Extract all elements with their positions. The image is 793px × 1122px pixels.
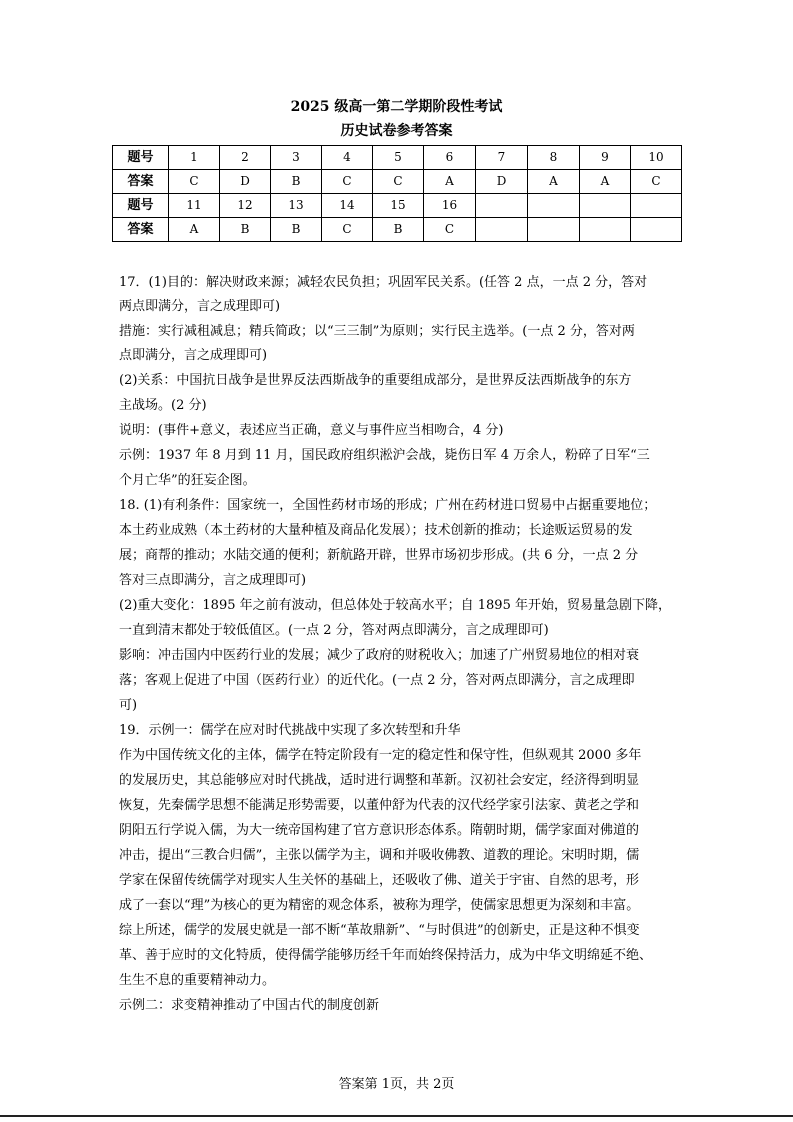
text-line: 17．(1)目的：解决财政来源；减轻农民负担；巩固军民关系。(任答 2 点，一点 2 分，答对: [119, 275, 648, 290]
table-cell: 6: [424, 146, 476, 170]
table-row: [113, 194, 682, 218]
table-cell: 4: [322, 146, 373, 170]
text-line: 综上所述，儒学的发展史就是一部不断“革故鼎新”、“与时俱进”的创新史，正是这种不惧变: [119, 923, 640, 938]
table-row: [113, 218, 682, 242]
text-line: 可): [119, 698, 138, 713]
table-row: [113, 146, 682, 170]
table-cell: 14: [322, 194, 373, 218]
table-cell: B: [271, 170, 322, 194]
table-cell: [476, 218, 528, 242]
table-cell: 2: [220, 146, 271, 170]
text-line: 成了一套以“理”为核心的更为精密的观念体系，被称为理学，使儒家思想更为深刻和丰富。: [119, 898, 640, 913]
table-cell: [580, 218, 631, 242]
text-line: 主战场。(2 分): [119, 398, 207, 413]
table-cell: C: [322, 170, 373, 194]
table-cell: 16: [424, 194, 476, 218]
page-number: 答案第 1页，共 2页: [338, 1077, 455, 1092]
table-cell: C: [169, 170, 220, 194]
table-cell: [528, 194, 580, 218]
table-cell: 5: [373, 146, 424, 170]
table-cell: [476, 194, 528, 218]
table-cell: C: [631, 170, 682, 194]
text-line: 学家在保留传统儒学对现实人生关怀的基础上，还吸收了佛、道关于宇宙、自然的思考，形: [119, 873, 640, 888]
table-cell: B: [271, 218, 322, 242]
row-header-cell: 答案: [113, 170, 169, 194]
table-cell: 15: [373, 194, 424, 218]
table-cell: A: [169, 218, 220, 242]
table-cell: A: [528, 170, 580, 194]
exam-title: 2025 级高一第二学期阶段性考试: [290, 99, 503, 115]
table-cell: 7: [476, 146, 528, 170]
text-line: 示例二：求变精神推动了中国古代的制度创新: [119, 998, 380, 1013]
text-line: 冲击，提出“三教合归儒”，主张以儒学为主，调和并吸收佛教、道教的理论。宋明时期，儒: [119, 848, 640, 863]
text-line: 恢复，先秦儒学思想不能满足形势需要，以董仲舒为代表的汉代经学家引法家、黄老之学和: [119, 798, 640, 813]
table-cell: 1: [169, 146, 220, 170]
table-cell: 3: [271, 146, 322, 170]
text-line: 19．示例一：儒学在应对时代挑战中实现了多次转型和升华: [119, 723, 461, 738]
table-cell: 11: [169, 194, 220, 218]
text-line: 说明：(事件+意义，表述应当正确，意义与事件应当相吻合，4 分): [119, 423, 504, 438]
table-cell: 8: [528, 146, 580, 170]
text-line: 作为中国传统文化的主体，儒学在特定阶段有一定的稳定性和保守性，但纵观其 2000 多年: [119, 748, 642, 763]
text-line: (2)关系：中国抗日战争是世界反法西斯战争的重要组成部分，是世界反法西斯战争的东方: [119, 373, 632, 388]
text-line: 答对三点即满分，言之成理即可): [119, 573, 307, 588]
row-header-cell: 题号: [113, 146, 169, 170]
text-line: (2)重大变化：1895 年之前有波动，但总体处于较高水平；自 1895 年开始，贸易量急剧下降，: [119, 598, 671, 613]
table-cell: [631, 218, 682, 242]
answer-key-subtitle: 历史试卷参考答案: [340, 123, 453, 139]
text-line: 革、善于应时的文化特质，使得儒学能够历经千年而始终保持活力，成为中华文明绵延不绝、: [119, 948, 653, 963]
text-line: 的发展历史，其总能够应对时代挑战，适时进行调整和革新。汉初社会安定，经济得到明显: [119, 773, 640, 788]
table-cell: 13: [271, 194, 322, 218]
row-header-cell: 题号: [113, 194, 169, 218]
table-cell: B: [220, 218, 271, 242]
text-line: 落；客观上促进了中国（医药行业）的近代化。(一点 2 分，答对两点即满分，言之成理即: [119, 673, 635, 688]
text-line: 18. (1)有利条件：国家统一，全国性药材市场的形成；广州在药材进口贸易中占据重要地位；: [119, 498, 657, 513]
table-row: [113, 170, 682, 194]
text-line: 影响：冲击国内中医药行业的发展；减少了政府的财税收入；加速了广州贸易地位的相对衰: [119, 648, 640, 663]
text-line: 两点即满分，言之成理即可): [119, 299, 281, 314]
text-line: 措施：实行减租减息；精兵简政；以“三三制”为原则；实行民主选举。(一点 2 分，答对两: [119, 324, 635, 339]
text-line: 示例：1937 年 8 月到 11 月，国民政府组织淞沪会战，毙伤日军 4 万余人，粉碎了日军“三: [119, 448, 650, 463]
table-cell: 10: [631, 146, 682, 170]
table-cell: C: [373, 170, 424, 194]
table-cell: B: [373, 218, 424, 242]
table-cell: D: [476, 170, 528, 194]
table-cell: 12: [220, 194, 271, 218]
table-cell: D: [220, 170, 271, 194]
table-cell: A: [580, 170, 631, 194]
text-line: 展；商帮的推动；水陆交通的便利；新航路开辟，世界市场初步形成。(共 6 分，一点 2 分: [119, 548, 639, 563]
answer-table: [112, 145, 682, 242]
text-line: 生生不息的重要精神动力。: [119, 973, 276, 988]
text-line: 本土药业成熟（本土药材的大量种植及商品化发展）；技术创新的推动；长途贩运贸易的发: [119, 523, 633, 538]
table-cell: [580, 194, 631, 218]
text-line: 阴阳五行学说入儒，为大一统帝国构建了官方意识形态体系。隋朝时期，儒学家面对佛道的: [119, 823, 640, 838]
text-line: 点即满分，言之成理即可): [119, 348, 268, 363]
table-cell: C: [322, 218, 373, 242]
table-cell: [528, 218, 580, 242]
table-cell: [631, 194, 682, 218]
text-line: 一直到清末都处于较低值区。(一点 2 分，答对两点即满分，言之成理即可): [119, 623, 549, 638]
row-header-cell: 答案: [113, 218, 169, 242]
bottom-rule: [0, 1115, 793, 1117]
text-line: 个月亡华”的狂妄企图。: [119, 473, 256, 488]
table-cell: A: [424, 170, 476, 194]
table-cell: 9: [580, 146, 631, 170]
table-cell: C: [424, 218, 476, 242]
